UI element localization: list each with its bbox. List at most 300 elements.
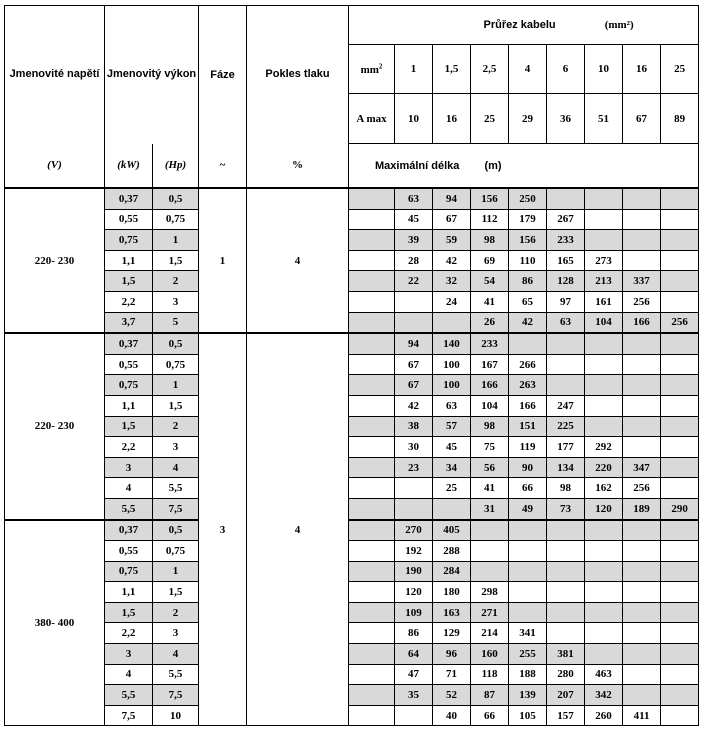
length-cell: 263 [509,375,547,396]
spacer-cell [349,602,395,623]
length-cell: 75 [471,437,509,458]
length-cell [547,602,585,623]
kw-cell: 1,1 [105,395,153,416]
length-cell [585,561,623,582]
length-cell: 87 [471,685,509,706]
spacer-cell [349,291,395,312]
length-cell: 66 [509,478,547,499]
hp-cell: 1,5 [153,395,199,416]
kw-cell: 2,2 [105,623,153,644]
power-label: Jmenovitý výkon [106,68,197,81]
cross-section-label: Průřez kabelu [483,19,556,31]
length-cell: 233 [471,333,509,354]
phase-cell: 3 [199,333,247,726]
unit-v: (V) [47,159,62,172]
amax-value-3: 29 [509,94,547,144]
length-cell [585,582,623,603]
hp-cell: 3 [153,291,199,312]
length-cell [509,561,547,582]
kw-cell: 7,5 [105,705,153,726]
length-cell [623,623,661,644]
length-cell [623,188,661,209]
hp-cell: 5,5 [153,478,199,499]
table-row [5,271,699,292]
length-cell [471,561,509,582]
hp-cell: 3 [153,437,199,458]
length-cell: 188 [509,664,547,685]
length-cell: 177 [547,437,585,458]
length-cell [661,705,699,726]
length-cell [547,375,585,396]
length-cell: 273 [585,250,623,271]
spacer-cell [349,209,395,230]
length-cell: 45 [433,437,471,458]
spacer-cell [349,271,395,292]
hp-cell: 2 [153,602,199,623]
length-cell: 179 [509,209,547,230]
length-cell [585,602,623,623]
length-cell: 267 [547,209,585,230]
length-cell: 120 [585,498,623,519]
table-row [5,582,699,603]
length-cell: 256 [623,478,661,499]
length-cell: 90 [509,457,547,478]
length-cell: 67 [433,209,471,230]
amax-value-5: 51 [585,94,623,144]
length-cell [623,561,661,582]
kw-cell: 0,75 [105,375,153,396]
length-cell: 255 [509,644,547,665]
phase-label: Fáze [210,68,235,81]
length-cell: 180 [433,582,471,603]
kw-cell: 3 [105,457,153,478]
length-cell [623,582,661,603]
length-cell: 73 [547,498,585,519]
length-cell [623,602,661,623]
spacer-cell [349,705,395,726]
length-cell: 42 [433,250,471,271]
length-cell [395,312,433,333]
length-cell: 96 [433,644,471,665]
length-cell: 161 [585,291,623,312]
unit-percent: % [292,159,304,172]
length-cell [547,582,585,603]
hp-cell: 1,5 [153,582,199,603]
mm2-label: $mm^2$ [360,62,383,76]
length-cell: 247 [547,395,585,416]
voltage-label: Jmenovité napětí [9,68,100,81]
length-cell: 65 [509,291,547,312]
length-cell: 225 [547,416,585,437]
length-cell: 112 [471,209,509,230]
hp-cell: 2 [153,416,199,437]
length-cell [661,561,699,582]
length-cell: 288 [433,541,471,562]
length-cell: 57 [433,416,471,437]
length-cell: 118 [471,664,509,685]
length-cell [661,457,699,478]
hp-cell: 1 [153,375,199,396]
kw-cell: 1,5 [105,416,153,437]
length-cell: 67 [395,375,433,396]
spacer-cell [349,416,395,437]
hp-cell: 1 [153,230,199,251]
length-cell: 151 [509,416,547,437]
length-cell [661,271,699,292]
kw-cell: 0,55 [105,541,153,562]
length-cell: 104 [471,395,509,416]
length-cell: 41 [471,291,509,312]
length-cell: 266 [509,354,547,375]
length-cell [585,416,623,437]
length-cell: 45 [395,209,433,230]
length-cell: 341 [509,623,547,644]
table-row [5,705,699,726]
length-cell: 54 [471,271,509,292]
length-cell: 97 [547,291,585,312]
length-cell: 59 [433,230,471,251]
kw-cell: 2,2 [105,291,153,312]
length-cell: 34 [433,457,471,478]
length-cell: 66 [471,705,509,726]
kw-cell: 0,37 [105,188,153,209]
table-row [5,602,699,623]
kw-cell: 3,7 [105,312,153,333]
cable-size-7: 25 [661,45,699,94]
length-cell: 166 [471,375,509,396]
table-row [5,312,699,333]
voltage-cell: 220- 230 [5,333,105,519]
spacer-cell [349,312,395,333]
spacer-cell [349,520,395,541]
length-cell: 42 [395,395,433,416]
length-cell [623,354,661,375]
voltage-cell: 220- 230 [5,188,105,333]
length-cell: 120 [395,582,433,603]
length-cell [623,520,661,541]
length-cell: 94 [433,188,471,209]
length-cell: 214 [471,623,509,644]
length-cell: 52 [433,685,471,706]
unit-phase-cell [199,144,247,189]
spacer-cell [349,354,395,375]
length-cell: 256 [623,291,661,312]
kw-cell: 0,75 [105,561,153,582]
length-cell [395,705,433,726]
length-cell: 381 [547,644,585,665]
spacer-cell [349,250,395,271]
unit-hp-cell [153,144,199,189]
length-cell: 22 [395,271,433,292]
spacer-cell [349,188,395,209]
table-row [5,395,699,416]
length-cell: 100 [433,375,471,396]
length-cell: 109 [395,602,433,623]
unit-percent-cell [247,144,349,189]
length-cell [661,644,699,665]
table-row [5,354,699,375]
length-cell [395,291,433,312]
table-row [5,416,699,437]
cross-section-header [349,6,699,45]
length-cell: 47 [395,664,433,685]
hp-cell: 1 [153,561,199,582]
spacer-cell [349,498,395,519]
voltage-header [5,6,105,144]
spacer-cell [349,395,395,416]
length-cell: 156 [471,188,509,209]
length-cell [547,623,585,644]
length-cell [585,375,623,396]
length-cell: 98 [471,416,509,437]
length-cell [547,520,585,541]
cable-length-table-page [4,5,698,742]
unit-kw: (kW) [117,159,140,172]
length-cell [623,209,661,230]
hp-cell: 5 [153,312,199,333]
amax-value-2: 25 [471,94,509,144]
length-cell [585,541,623,562]
cable-size-0: 1 [395,45,433,94]
amax-value-6: 67 [623,94,661,144]
hp-cell: 3 [153,623,199,644]
length-cell: 280 [547,664,585,685]
spacer-cell [349,541,395,562]
hp-cell: 0,5 [153,333,199,354]
length-cell [395,478,433,499]
length-cell: 162 [585,478,623,499]
table-row [5,623,699,644]
length-cell: 140 [433,333,471,354]
length-cell: 166 [623,312,661,333]
length-cell [547,333,585,354]
length-cell: 63 [547,312,585,333]
hp-cell: 1,5 [153,250,199,271]
length-cell: 71 [433,664,471,685]
length-cell: 463 [585,664,623,685]
length-cell [661,623,699,644]
length-cell [661,188,699,209]
hp-cell: 4 [153,457,199,478]
length-cell [623,375,661,396]
kw-cell: 1,5 [105,271,153,292]
spacer-cell [349,623,395,644]
length-cell: 411 [623,705,661,726]
table-row [5,230,699,251]
length-cell [623,541,661,562]
length-cell: 98 [547,478,585,499]
length-cell: 26 [471,312,509,333]
length-cell [661,416,699,437]
table-row [5,375,699,396]
length-cell [661,541,699,562]
length-cell [547,354,585,375]
length-cell [661,437,699,458]
table-row [5,250,699,271]
length-cell: 160 [471,644,509,665]
length-cell: 250 [509,188,547,209]
length-cell: 256 [661,312,699,333]
table-row [5,188,699,209]
kw-cell: 0,75 [105,230,153,251]
length-cell [547,541,585,562]
spacer-cell [349,375,395,396]
length-cell: 56 [471,457,509,478]
length-cell: 213 [585,271,623,292]
length-cell [661,375,699,396]
length-cell [509,333,547,354]
cable-size-1: 1,5 [433,45,471,94]
length-cell [661,664,699,685]
hp-cell: 0,5 [153,188,199,209]
length-cell: 69 [471,250,509,271]
kw-cell: 1,1 [105,582,153,603]
kw-cell: 1,5 [105,602,153,623]
length-cell: 86 [395,623,433,644]
spacer-cell [349,644,395,665]
length-cell: 190 [395,561,433,582]
length-cell [509,541,547,562]
length-cell: 40 [433,705,471,726]
mm2-label-cell [349,45,395,94]
length-cell [509,520,547,541]
length-cell [623,685,661,706]
hp-cell: 10 [153,705,199,726]
length-cell: 233 [547,230,585,251]
length-cell: 35 [395,685,433,706]
length-cell [585,623,623,644]
hp-cell: 7,5 [153,498,199,519]
cable-length-table [4,5,699,726]
length-cell: 129 [433,623,471,644]
hp-cell: 0,75 [153,541,199,562]
table-row [5,561,699,582]
amax-value-7: 89 [661,94,699,144]
length-cell: 271 [471,602,509,623]
length-cell [661,395,699,416]
table-row [5,644,699,665]
length-cell: 260 [585,705,623,726]
table-row [5,520,699,541]
table-row [5,664,699,685]
length-cell: 110 [509,250,547,271]
length-cell: 39 [395,230,433,251]
length-cell: 31 [471,498,509,519]
amax-value-0: 10 [395,94,433,144]
length-cell [623,437,661,458]
length-cell: 49 [509,498,547,519]
length-cell [661,478,699,499]
table-row [5,685,699,706]
hp-cell: 2 [153,271,199,292]
length-cell [585,230,623,251]
kw-cell: 5,5 [105,685,153,706]
length-cell [623,333,661,354]
length-cell: 67 [395,354,433,375]
length-cell [509,582,547,603]
length-cell [471,541,509,562]
hp-cell: 0,75 [153,354,199,375]
length-cell [661,230,699,251]
unit-hp: (Hp) [164,159,187,172]
unit-phase: ~ [219,159,226,172]
length-cell: 405 [433,520,471,541]
length-cell [623,644,661,665]
max-length-label: Maximální délka [375,159,460,172]
hp-cell: 5,5 [153,664,199,685]
kw-cell: 4 [105,478,153,499]
length-cell [661,602,699,623]
length-cell: 38 [395,416,433,437]
kw-cell: 3 [105,644,153,665]
table-row [5,457,699,478]
kw-cell: 0,55 [105,209,153,230]
length-cell [547,561,585,582]
length-cell [623,664,661,685]
amax-value-1: 16 [433,94,471,144]
hp-cell: 4 [153,644,199,665]
length-cell [585,354,623,375]
hp-cell: 7,5 [153,685,199,706]
table-row [5,333,699,354]
length-cell: 284 [433,561,471,582]
spacer-cell [349,457,395,478]
length-cell: 100 [433,354,471,375]
length-cell: 157 [547,705,585,726]
voltage-cell: 380- 400 [5,520,105,726]
kw-cell: 4 [105,664,153,685]
length-cell [585,520,623,541]
length-cell: 290 [661,498,699,519]
phase-cell: 1 [199,188,247,333]
length-cell: 86 [509,271,547,292]
table-row [5,478,699,499]
length-cell: 64 [395,644,433,665]
cable-size-3: 4 [509,45,547,94]
length-cell: 342 [585,685,623,706]
kw-cell: 5,5 [105,498,153,519]
length-cell: 23 [395,457,433,478]
length-cell [623,416,661,437]
length-cell: 189 [623,498,661,519]
length-cell: 156 [509,230,547,251]
length-cell: 41 [471,478,509,499]
cable-size-5: 10 [585,45,623,94]
length-cell [509,602,547,623]
kw-cell: 0,37 [105,333,153,354]
length-cell [661,354,699,375]
length-cell: 292 [585,437,623,458]
length-cell: 207 [547,685,585,706]
pressure-drop-cell: 4 [247,188,349,333]
length-cell [433,498,471,519]
max-length-header [349,144,699,189]
kw-cell: 0,55 [105,354,153,375]
length-cell [585,188,623,209]
spacer-cell [349,664,395,685]
length-cell: 220 [585,457,623,478]
pressure-drop-cell: 4 [247,333,349,726]
length-cell [623,250,661,271]
pressure-drop-label: Pokles tlaku [265,68,330,81]
length-cell [547,188,585,209]
length-cell: 119 [509,437,547,458]
pressure-drop-header [247,6,349,144]
length-cell: 63 [395,188,433,209]
table-row [5,541,699,562]
length-cell: 98 [471,230,509,251]
table-row [5,437,699,458]
